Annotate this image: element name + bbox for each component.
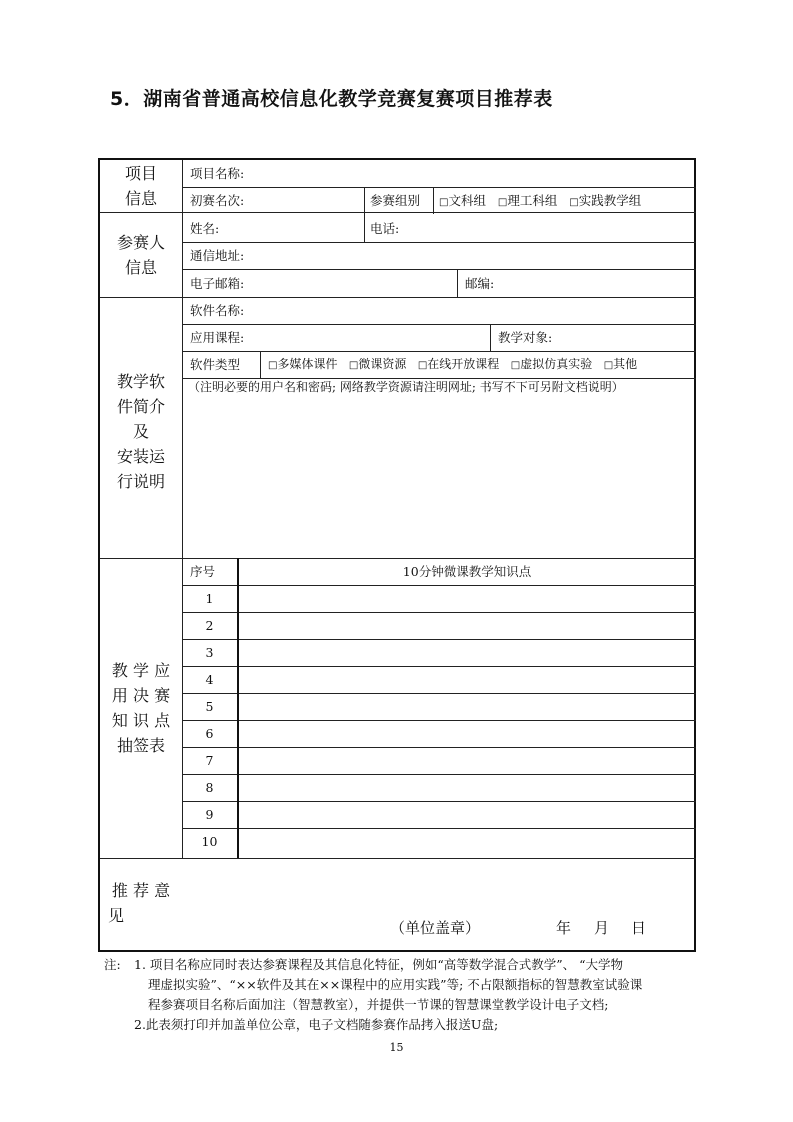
prelim-rank-label: 初赛名次: — [190, 193, 245, 208]
divider — [182, 801, 696, 802]
divider — [237, 558, 239, 858]
note-line: 2.此表须打印并加盖单位公章，电子文档随参赛作品拷入报送U盘; — [134, 1017, 499, 1032]
divider — [182, 774, 696, 775]
software-type-label: 软件类型 — [190, 357, 241, 372]
divider — [182, 693, 696, 694]
divider — [182, 747, 696, 748]
note-line: 1. 项目名称应同时表达参赛课程及其信息化特征，例如“高等数学混合式教学”、 “大学物 — [134, 957, 624, 972]
section-label-participant: 参赛人 信息 — [116, 233, 165, 277]
postcode-label: 邮编: — [465, 276, 495, 291]
section-label-lottery: 教 学 应 用 决 赛 知 识 点 抽签表 — [111, 661, 171, 755]
divider — [182, 242, 696, 243]
checkbox-virtual-sim[interactable]: □虚拟仿真实验 — [510, 357, 593, 371]
recommendation-form — [98, 158, 696, 952]
checkbox-ligong[interactable]: □理工科组 — [497, 193, 558, 208]
page-title: 5．湖南省普通高校信息化教学竞赛复赛项目推荐表 — [110, 88, 553, 110]
checkbox-multimedia[interactable]: □多媒体课件 — [268, 357, 338, 371]
divider — [433, 187, 434, 214]
section-label-project: 项目 信息 — [124, 164, 157, 208]
software-name-label: 软件名称: — [190, 303, 245, 318]
row-index: 1 — [205, 591, 214, 606]
checkbox-online-course[interactable]: □在线开放课程 — [417, 357, 500, 371]
row-index: 10 — [201, 834, 218, 849]
note-line: 理虚拟实验”、“××软件及其在××课程中的应用实践”等; 不占限额指标的智慧教室试验课 — [148, 977, 643, 992]
seal-text: （单位盖章） — [390, 919, 481, 937]
divider — [457, 269, 458, 297]
row-index: 6 — [205, 726, 214, 741]
row-index: 9 — [205, 807, 214, 822]
group-options — [439, 187, 641, 216]
divider — [364, 187, 365, 242]
audience-label: 教学对象: — [498, 330, 553, 345]
checkbox-other[interactable]: □其他 — [603, 357, 638, 371]
phone-label: 电话: — [370, 221, 400, 236]
divider — [182, 828, 696, 829]
divider — [182, 585, 696, 586]
group-label: 参赛组别 — [370, 193, 421, 208]
divider — [182, 612, 696, 613]
software-note: （注明必要的用户名和密码; 网络教学资源请注明网址; 书写不下可另附文档说明） — [188, 380, 624, 394]
section-label-opinion: 推 荐 意 见 — [108, 881, 171, 925]
divider — [182, 269, 696, 270]
row-index: 2 — [205, 618, 214, 633]
divider — [182, 639, 696, 640]
year-label: 年 — [556, 919, 572, 937]
checkbox-wenke[interactable]: □文科组 — [439, 193, 486, 208]
address-label: 通信地址: — [190, 248, 245, 263]
project-name-label: 项目名称: — [190, 166, 245, 181]
divider — [490, 324, 491, 351]
row-index: 3 — [205, 645, 214, 660]
note-prefix: 注: — [104, 957, 121, 972]
row-index: 8 — [205, 780, 214, 795]
day-label: 日 — [631, 919, 647, 937]
col-topic-header: 10分钟微课教学知识点 — [402, 564, 532, 579]
row-index: 4 — [205, 672, 214, 687]
note-line: 程参赛项目名称后面加注（智慧教室），并提供一节课的智慧课堂教学设计电子文档; — [148, 997, 609, 1012]
divider — [182, 720, 696, 721]
divider — [182, 324, 696, 325]
checkbox-microlecture[interactable]: □微课资源 — [348, 357, 407, 371]
email-label: 电子邮箱: — [190, 276, 245, 291]
row-index: 5 — [205, 699, 214, 714]
course-label: 应用课程: — [190, 330, 245, 345]
checkbox-shijian[interactable]: □实践教学组 — [569, 193, 642, 208]
row-index: 7 — [205, 753, 214, 768]
section-label-software: 教学软 件简介 及 安装运 行说明 — [116, 372, 165, 491]
month-label: 月 — [594, 919, 610, 937]
divider — [100, 858, 696, 859]
col-index-header: 序号 — [190, 564, 216, 579]
page-number: 15 — [389, 1041, 404, 1054]
divider — [182, 666, 696, 667]
name-label: 姓名: — [190, 221, 220, 236]
